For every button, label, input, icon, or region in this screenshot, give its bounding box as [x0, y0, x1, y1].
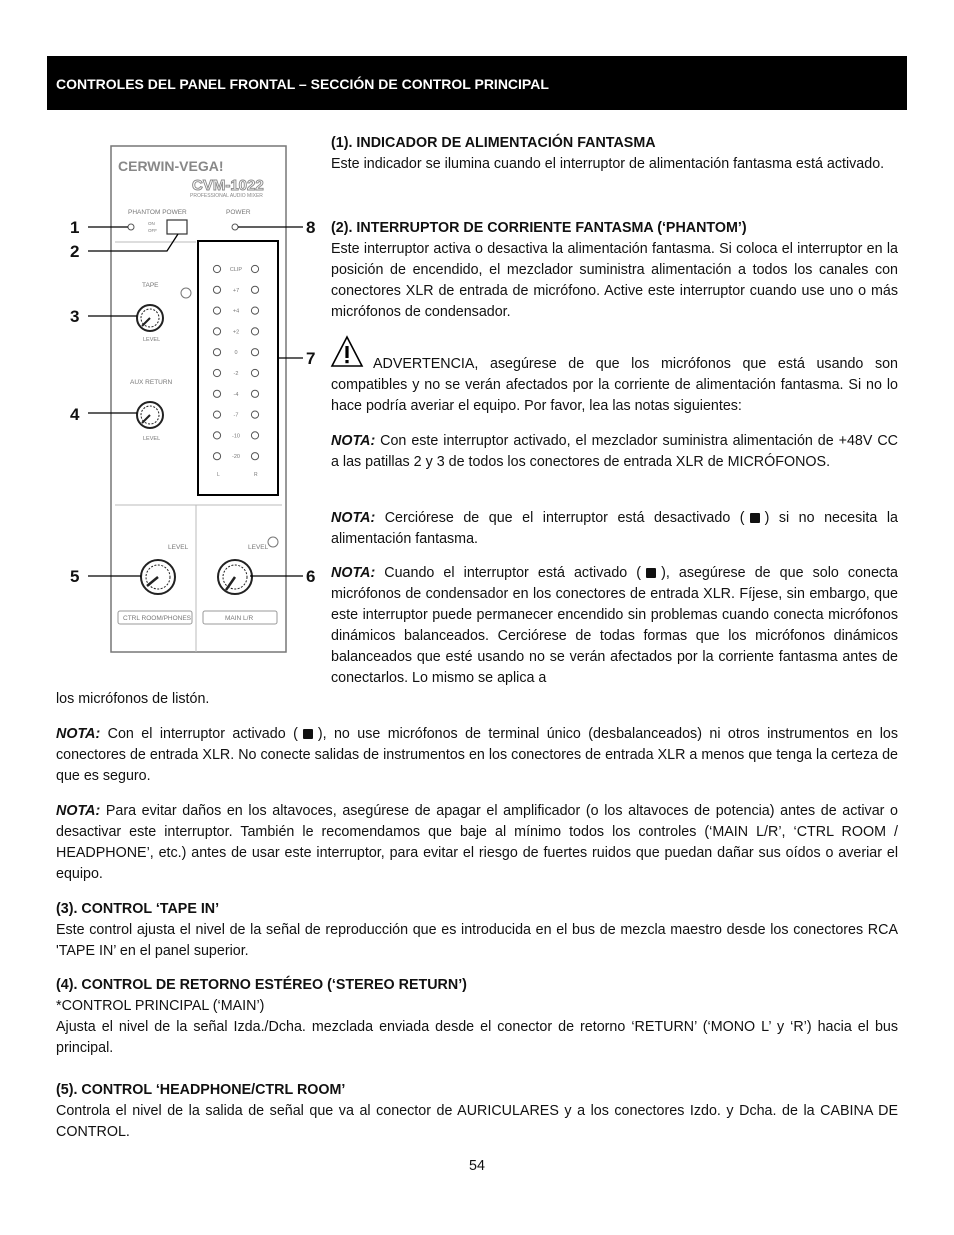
diagram-off: OFF	[148, 228, 157, 233]
svg-text:R: R	[254, 472, 258, 478]
callout-4: 4	[70, 405, 80, 424]
callout-6: 6	[306, 567, 316, 586]
svg-text:L: L	[217, 472, 220, 478]
diagram-subtitle: PROFESSIONAL AUDIO MIXER	[190, 193, 263, 199]
meter-label: 0	[234, 350, 238, 357]
svg-text:LEVEL: LEVEL	[143, 337, 161, 343]
nota-1-text: Con este interruptor activado, el mezclador suministra alimentación de +48V CC a las patillas 2 y 3 de todos los conectores de entrada XLR de MICRÓFONOS.	[331, 433, 898, 470]
diagram-main-label: MAIN L/R	[225, 615, 254, 622]
section-5-body: Controla el nivel de la salida de señal que va al conector de AURICULARES y a los conectores Izdo. y Dcha. de la CABINA DE CONTROL.	[56, 1103, 898, 1140]
section-4	[56, 975, 898, 1059]
meter-label: +4	[232, 308, 240, 315]
svg-text:LEVEL: LEVEL	[248, 544, 269, 551]
diagram-model: CVM-1022	[192, 177, 264, 194]
nota-5: NOTA: Para evitar daños en los altavoces, asegúrese de apagar el amplificador (o los altavoces de potencia) antes de activar o desactivar este interruptor. También le recomendamos que baje al mínimo todos los controles (‘MAIN L/R’, ‘CTRL ROOM / HEADPHONE’, etc.) antes de usar este interruptor, para evitar el riesgo de fuertes ruidos que puedan dañar sus oídos o averiar el equipo.	[56, 803, 898, 882]
switch-off-icon	[750, 513, 760, 523]
section-3	[56, 899, 898, 962]
nota-label: NOTA:	[331, 510, 376, 526]
diagram-brand: CERWIN-VEGA!	[118, 158, 224, 174]
diagram-phantom-label: PHANTOM POWER	[128, 209, 187, 216]
section-1	[331, 133, 898, 175]
nota-3-continued: los micrófonos de listón.	[56, 691, 210, 707]
section-4-title: (4). CONTROL DE RETORNO ESTÉREO (‘STEREO RETURN’)	[56, 977, 467, 993]
callout-7: 7	[306, 349, 316, 368]
callout-5: 5	[70, 567, 80, 586]
callout-1: 1	[70, 218, 80, 237]
page-number: 54	[469, 1158, 485, 1174]
section-4-subtitle: *CONTROL PRINCIPAL (‘MAIN’)	[56, 998, 265, 1014]
callout-3: 3	[70, 307, 80, 326]
section-3-title: (3). CONTROL ‘TAPE IN’	[56, 901, 220, 917]
nota-1	[331, 431, 898, 473]
svg-text:LEVEL: LEVEL	[143, 436, 161, 442]
section-1-body: Este indicador se ilumina cuando el interruptor de alimentación fantasma está activado.	[331, 156, 885, 172]
meter-label: -10	[232, 433, 240, 440]
meter-label: CLIP	[229, 267, 243, 273]
svg-text:LEVEL: LEVEL	[168, 544, 189, 551]
callout-8: 8	[306, 218, 316, 237]
diagram-on: ON	[148, 221, 155, 226]
meter-label: -7	[233, 412, 239, 419]
meter-label: -2	[233, 371, 239, 377]
section-5-title: (5). CONTROL ‘HEADPHONE/CTRL ROOM’	[56, 1082, 346, 1098]
diagram-aux-label: AUX RETURN	[130, 379, 173, 386]
nota-label: NOTA:	[331, 433, 376, 449]
warning-text: ADVERTENCIA, asegúrese de que los micrófonos que está usando son compatibles y no se verán afectados por la corriente de alimentación fantasma. Si no lo hace podría averiar el equipo. Por favor, lea las notas siguientes:	[331, 356, 898, 414]
nota-label: NOTA:	[56, 726, 101, 742]
meter-label: +2	[232, 329, 240, 336]
warning-block	[331, 354, 898, 417]
section-1-title: (1). INDICADOR DE ALIMENTACIÓN FANTASMA	[331, 135, 656, 151]
front-panel-diagram	[66, 140, 326, 660]
phantom-switch	[167, 220, 187, 234]
nota-3: NOTA: Cuando el interruptor está activado ( ), asegúrese de que solo conecta micrófonos de condensador en los conectores de entrada XLR. Fíjese, sin embargo, que este interruptor puede permanecer encendido sin problemas cuando conecta micrófonos dinámicos balanceados. Cerciórese de todas formas que los micrófonos dinámicos balanceados que esté usando no se verán afectados por la corriente fantasma antes de conectarlos. Lo mismo se aplica a	[331, 565, 898, 686]
switch-on-icon	[303, 729, 313, 739]
nota-label: NOTA:	[331, 565, 376, 581]
section-2	[331, 218, 898, 323]
section-3-body: Este control ajusta el nivel de la señal de reproducción que es introducida en el bus de mezcla maestro desde los conectores RCA 'TAPE IN’ en el panel superior.	[56, 922, 898, 959]
section-5	[56, 1080, 898, 1143]
diagram-power-label: POWER	[226, 209, 251, 216]
section-2-title: (2). INTERRUPTOR DE CORRIENTE FANTASMA (‘PHANTOM’)	[331, 220, 747, 236]
callout-2: 2	[70, 242, 80, 261]
section-4-body: Ajusta el nivel de la señal Izda./Dcha. mezclada enviada desde el conector de retorno ‘RETURN’ (‘MONO L’ y ‘R’) hacia el bus principal.	[56, 1019, 898, 1056]
nota-2: NOTA: Cerciórese de que el interruptor está desactivado ( ) si no necesita la alimentación fantasma.	[331, 510, 898, 547]
section-2-body: Este interruptor activa o desactiva la alimentación fantasma. Si coloca el interruptor en la posición de encendido, el mezclador suministra alimentación a todos los canales con conectores XLR de entrada de micrófono. Active este interruptor cuando use uno o más micrófonos de condensador.	[331, 241, 898, 320]
diagram-ctrl-room-label: CTRL ROOM/PHONES	[123, 615, 192, 622]
nota-label: NOTA:	[56, 803, 101, 819]
switch-on-icon	[646, 568, 656, 578]
section-header-title: CONTROLES DEL PANEL FRONTAL – SECCIÓN DE CONTROL PRINCIPAL	[56, 76, 549, 92]
meter-label: +7	[232, 287, 240, 294]
meter-label: -20	[232, 454, 240, 461]
diagram-tape-label: TAPE	[142, 282, 159, 289]
section-header	[47, 56, 907, 110]
meter-label: -4	[233, 391, 239, 398]
nota-4: NOTA: Con el interruptor activado ( ), no use micrófonos de terminal único (desbalanceados) ni otros instrumentos en los conectores de entrada XLR. No conecte salidas de instrumentos en los conectores de entrada XLR a menos que tenga la certeza de que es seguro.	[56, 726, 898, 784]
